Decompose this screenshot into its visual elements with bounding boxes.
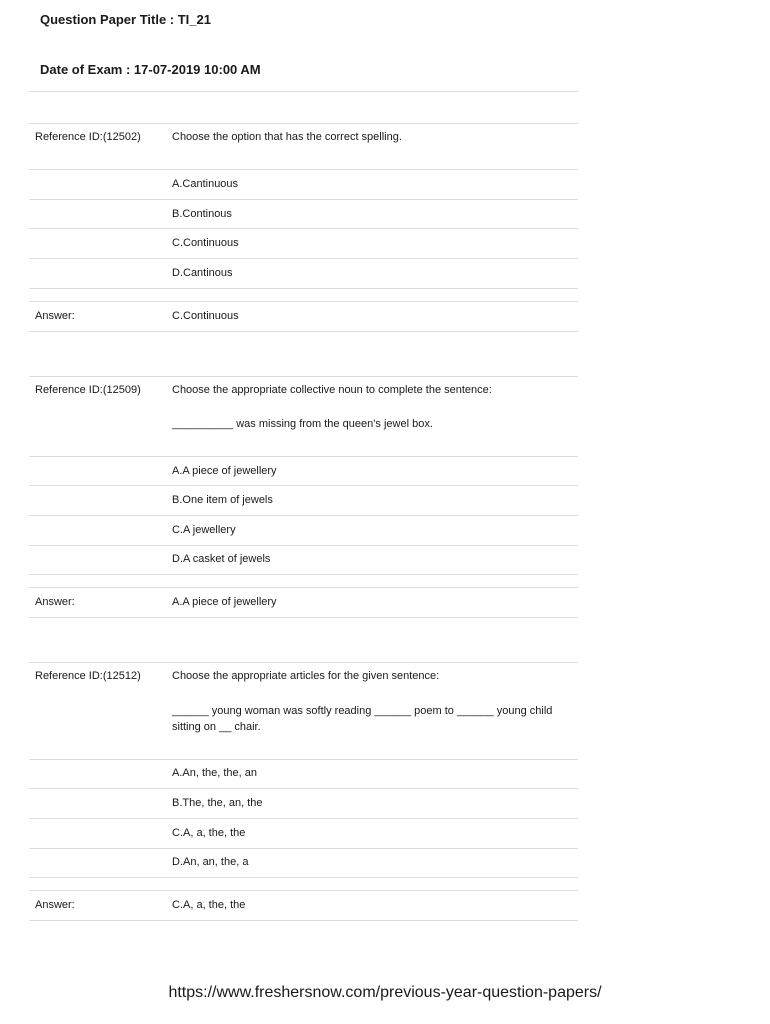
option-a: A.Cantinuous	[172, 178, 239, 190]
divider	[29, 890, 578, 891]
option-d: D.An, an, the, a	[172, 856, 249, 868]
divider	[29, 574, 578, 575]
option-b: B.One item of jewels	[172, 494, 273, 506]
question-sentence: ______ young woman was softly reading ______ poem to ______ young child sitting on __ chair.	[172, 705, 553, 733]
divider	[29, 587, 578, 588]
answer-value: C.Continuous	[172, 310, 239, 322]
page-title: Question Paper Title : TI_21	[40, 12, 211, 27]
divider	[29, 123, 578, 124]
divider	[29, 662, 578, 663]
option-b: B.The, the, an, the	[172, 797, 263, 809]
divider	[29, 617, 578, 618]
question-text: Choose the option that has the correct spelling.	[172, 131, 402, 143]
divider	[29, 169, 578, 170]
option-c: C.A, a, the, the	[172, 827, 246, 839]
divider	[29, 818, 578, 819]
option-a: A.A piece of jewellery	[172, 465, 277, 477]
divider	[29, 91, 578, 92]
option-d: D.A casket of jewels	[172, 553, 271, 565]
reference-id: Reference ID:(12502)	[35, 131, 141, 143]
answer-label: Answer:	[35, 310, 75, 322]
divider	[29, 199, 578, 200]
divider	[29, 515, 578, 516]
option-c: C.Continuous	[172, 237, 239, 249]
divider	[29, 258, 578, 259]
divider	[29, 877, 578, 878]
option-d: D.Cantinous	[172, 267, 233, 279]
divider	[29, 376, 578, 377]
footer	[0, 984, 770, 1002]
divider	[29, 331, 578, 332]
divider	[29, 848, 578, 849]
question-text: Choose the appropriate collective noun to complete the sentence:	[172, 384, 492, 396]
divider	[29, 920, 578, 921]
answer-value: A.A piece of jewellery	[172, 596, 277, 608]
divider	[29, 301, 578, 302]
option-a: A.An, the, the, an	[172, 767, 258, 779]
option-c: C.A jewellery	[172, 524, 236, 536]
divider	[29, 228, 578, 229]
answer-value: C.A, a, the, the	[172, 899, 246, 911]
answer-label: Answer:	[35, 596, 75, 608]
divider	[29, 485, 578, 486]
divider	[29, 288, 578, 289]
divider	[29, 759, 578, 760]
divider	[29, 788, 578, 789]
answer-label: Answer:	[35, 899, 75, 911]
divider	[29, 456, 578, 457]
footer-url-link[interactable]: https://www.freshersnow.com/previous-year-question-papers/	[168, 984, 602, 1001]
divider	[29, 545, 578, 546]
reference-id: Reference ID:(12512)	[35, 670, 141, 682]
option-b: B.Continous	[172, 208, 232, 220]
reference-id: Reference ID:(12509)	[35, 384, 141, 396]
question-sentence: __________ was missing from the queen’s jewel box.	[172, 418, 433, 430]
exam-date: Date of Exam : 17-07-2019 10:00 AM	[40, 62, 261, 77]
question-text: Choose the appropriate articles for the given sentence:	[172, 670, 440, 682]
